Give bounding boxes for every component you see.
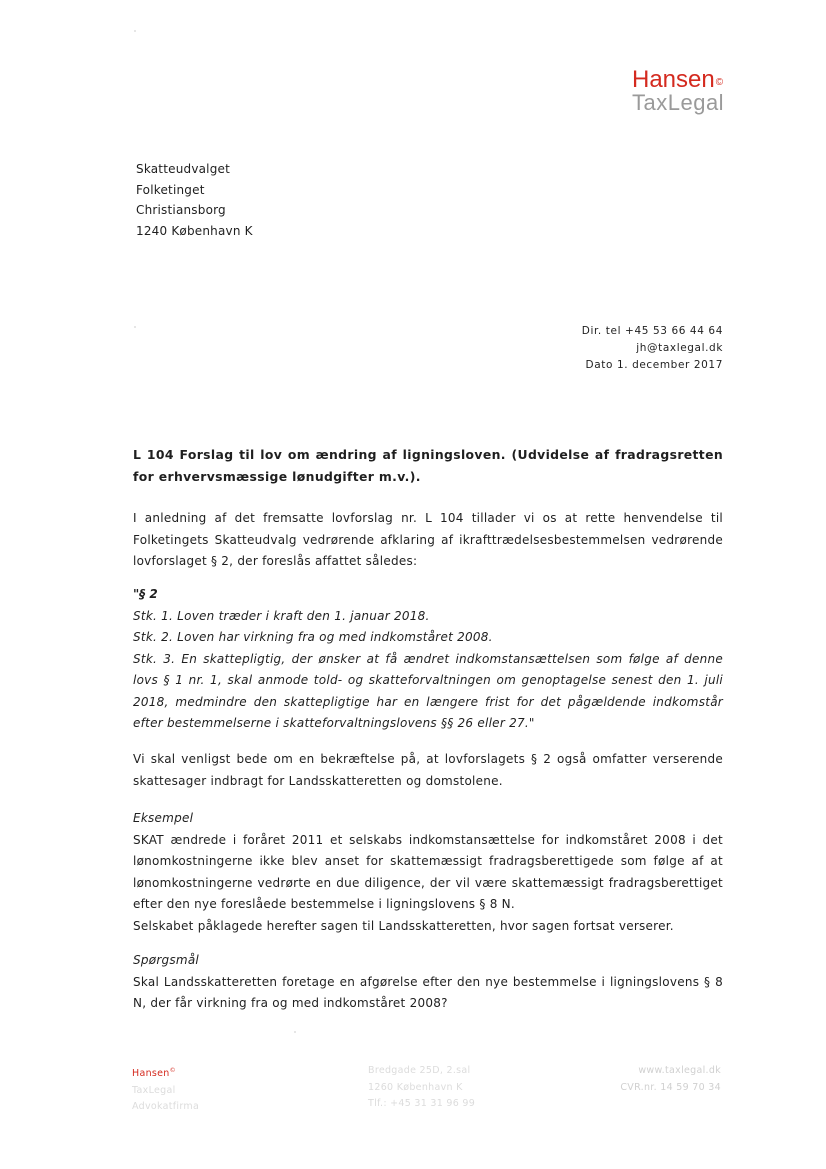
scan-mark [134,30,136,32]
recipient-line: Skatteudvalget [136,162,231,176]
footer-street: Bredgade 25D, 2.sal [368,1065,471,1076]
scan-mark [134,326,136,328]
example-followup: Selskabet påklagede herefter sagen til Landsskatteretten, hvor sagen fortsat verserer. [133,918,674,933]
logo-hansen: Hansen© [632,66,724,93]
contact-email: jh@taxlegal.dk [636,342,723,354]
question-heading: Spørgsmål [133,953,200,967]
footer-city: 1260 København K [368,1081,463,1093]
question-section [133,950,723,1015]
quote-heading: "§ 2 [133,587,158,601]
example-heading: Eksempel [133,811,194,825]
contact-block [582,323,723,374]
letter-date: Dato 1. december 2017 [585,359,723,371]
footer-company [132,1063,199,1116]
footer-hansen: Hansen© [132,1067,176,1080]
footer-registration [620,1063,721,1096]
example-section [133,808,723,937]
company-logo [632,66,732,116]
logo-taxlegal: TaxLegal [632,90,725,115]
quoted-provision [133,584,723,735]
recipient-line: Christiansborg [136,203,226,217]
question-body: Skal Landsskatteretten foretage en afgørelse efter den nye bestemmelse i ligningslovens § 8 N, der får virkning fra og med indkomståret 2008? [133,974,723,1010]
scan-mark [294,1031,296,1033]
footer-company-type: Advokatfirma [132,1101,200,1113]
recipient-address [136,159,253,241]
footer-phone: Tlf.: +45 31 31 96 99 [368,1098,476,1109]
quote-stk3: Stk. 3. En skattepligtig, der ønsker at få ændret indkomstansættelsen som følge af denne lovs § 1 nr. 1, skal anmode told- og skatteforvaltningen om genoptagelse senest den 1. juli 2018, medmindre den skattepligtige har en længere frist for det pågældende indkomstår efter bestemmelserne i skatteforvaltningslovens §§ 26 eller 27." [133,651,723,730]
example-body: SKAT ændrede i foråret 2011 et selskabs indkomstansættelse for indkomståret 2008 i det lønomkostningerne ikke blev anset for skattemæssigt fradragsberettigede som følge af at lønomkostningerne vedrørte en due diligence, der vil være skattemæssigt fradragsberettiget efter den nye foreslåede bestemmelse i ligningslovens § 8 N. [133,832,723,911]
footer-address [368,1063,475,1113]
quote-stk2: Stk. 2. Loven har virkning fra og med indkomståret 2008. [133,630,493,644]
recipient-line: 1240 København K [136,223,253,238]
contact-phone: Dir. tel +45 53 66 44 64 [581,325,723,337]
quote-stk1: Stk. 1. Loven træder i kraft den 1. januar 2018. [133,608,430,623]
request-paragraph: Vi skal venligst bede om en bekræftelse på, at lovforslagets § 2 også omfatter verserende skattesager indbragt for Landsskatteretten og domstolene. [133,752,723,788]
intro-paragraph: I anledning af det fremsatte lovforslag nr. L 104 tillader vi os at rette henvendelse til Folketingets Skatteudvalg vedrørende afklaring af ikrafttrædelsesbestemmelsen vedrørende lovforslaget § 2, der foreslås affattet således: [133,511,723,568]
footer-web: www.taxlegal.dk [638,1065,721,1076]
footer-cvr: CVR.nr. 14 59 70 34 [620,1081,721,1093]
recipient-line: Folketinget [136,182,205,197]
letter-subject: L 104 Forslag til lov om ændring af ligningsloven. (Udvidelse af fradragsretten for erhvervsmæssige lønudgifter m.v.). [133,447,723,484]
footer-taxlegal: TaxLegal [132,1084,176,1096]
